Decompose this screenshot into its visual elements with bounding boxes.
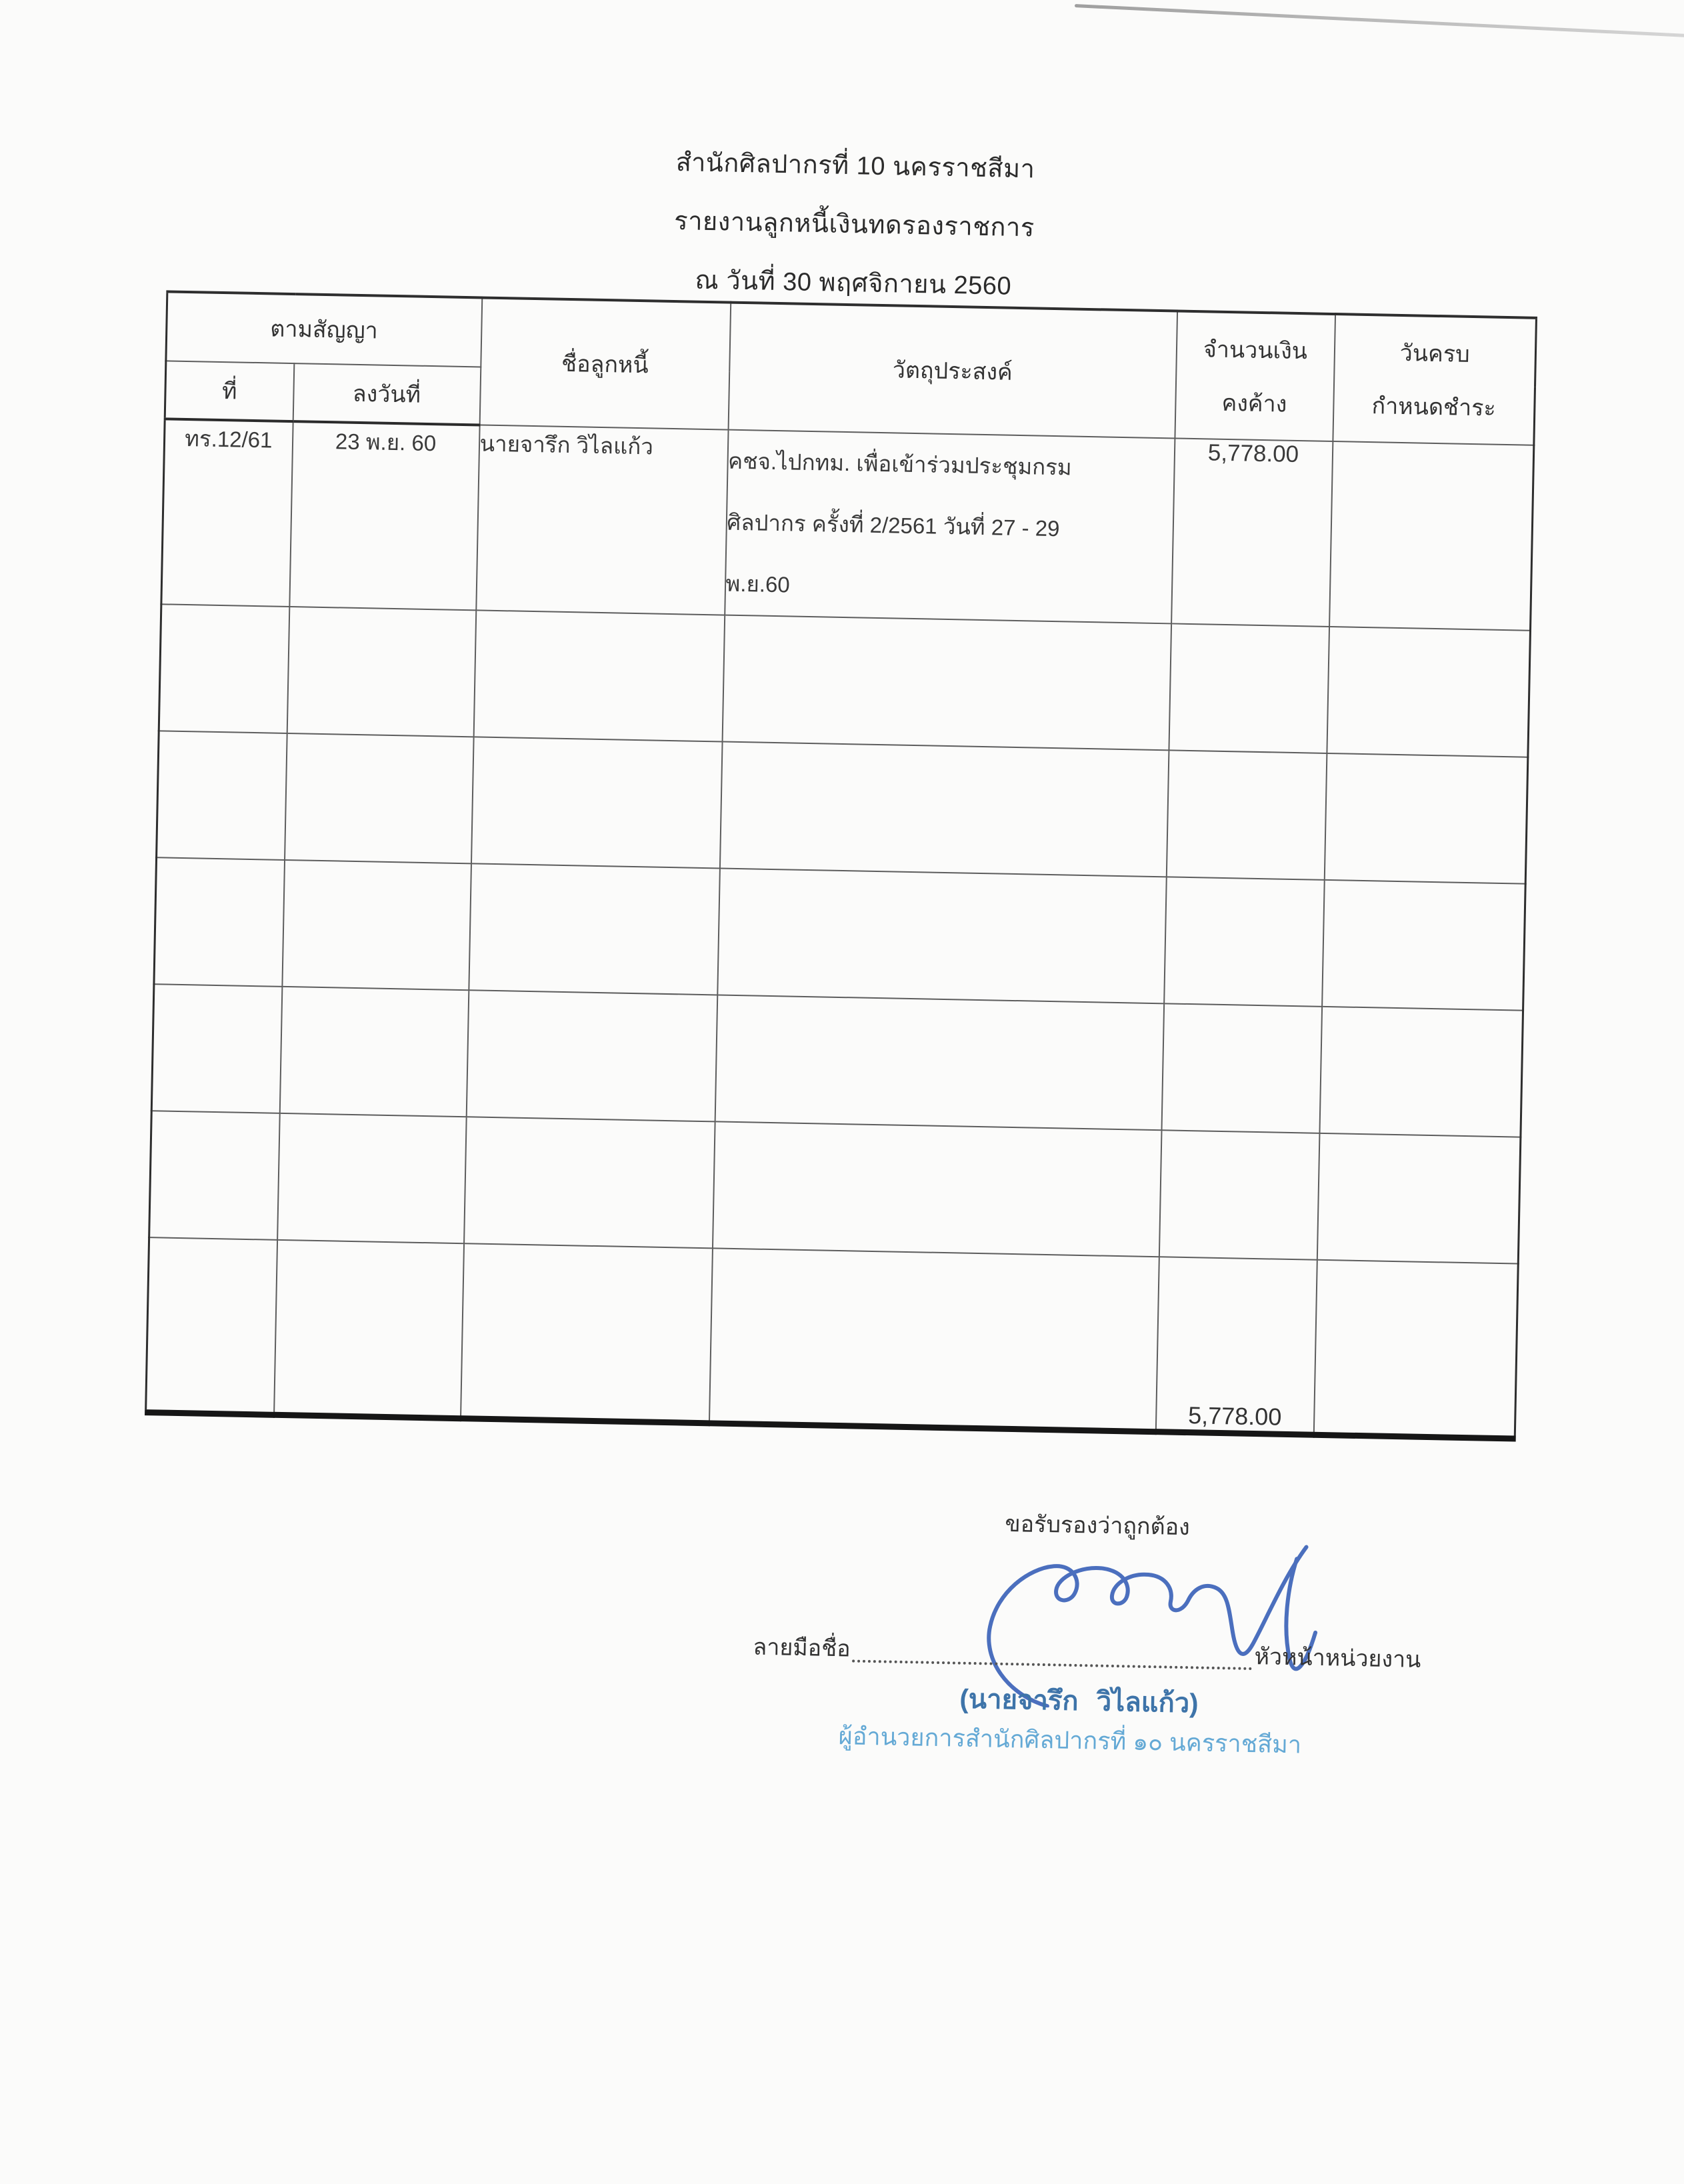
empty-cell [287, 607, 476, 737]
table-row [161, 419, 1534, 630]
empty-cell [157, 731, 287, 860]
empty-cell [1169, 623, 1329, 753]
empty-cell [715, 995, 1164, 1130]
empty-cell [146, 1237, 277, 1415]
empty-cell [471, 737, 722, 868]
empty-cell [709, 1248, 1159, 1431]
empty-cell [1313, 1260, 1518, 1439]
purpose-line: พ.ย.60 [725, 571, 791, 597]
empty-cell [461, 1243, 713, 1423]
empty-cell [285, 733, 474, 863]
empty-cell [151, 984, 282, 1113]
cell-due-date [1329, 441, 1534, 631]
debtors-table [145, 290, 1537, 1441]
report-date: ณ วันที่ 30 พฤศจิกายน 2560 [695, 266, 1012, 301]
empty-cell [1317, 1133, 1521, 1264]
empty-cell [154, 857, 285, 987]
table-header [165, 291, 1536, 445]
header-due-line2: กำหนดชำระ [1371, 393, 1497, 422]
header-contract-date: ลงวันที่ [293, 363, 481, 425]
cell-contract-no: ทร.12/61 [161, 419, 293, 607]
empty-cell [1324, 753, 1528, 884]
certify-text: ขอรับรองว่าถูกต้อง [1005, 1511, 1191, 1541]
header-contract-group: ตามสัญญา [166, 291, 482, 367]
table-empty-rows [149, 604, 1531, 1263]
cell-total-amount: 5,778.00 [1155, 1257, 1317, 1435]
report-name: รายงานลูกหนี้เงินทดรองราชการ [673, 207, 1035, 243]
sign-role: หัวหน้าหน่วยงาน [1254, 1644, 1421, 1673]
empty-cell [717, 868, 1167, 1003]
empty-cell [159, 604, 289, 733]
empty-cell [1166, 750, 1327, 880]
table-footer [146, 1237, 1519, 1438]
cell-purpose [725, 430, 1175, 624]
empty-cell [473, 610, 725, 741]
empty-cell [1327, 627, 1531, 757]
header-due-line1: วันครบ [1399, 340, 1470, 367]
cell-amount: 5,778.00 [1171, 438, 1333, 626]
header-due-date [1333, 314, 1537, 445]
empty-cell [719, 742, 1169, 877]
header-debtor-name: ชื่อลูกหนี้ [479, 297, 731, 429]
header-amount-line1: จำนวนเงิน [1203, 336, 1308, 364]
purpose-line: ศิลปากร ครั้งที่ 2/2561 วันที่ 27 - 29 [727, 509, 1060, 541]
header-contract-no: ที่ [165, 361, 294, 421]
header-purpose: วัตถุประสงค์ [728, 303, 1177, 439]
empty-cell [722, 615, 1171, 751]
report-title-block [519, 131, 1189, 319]
empty-cell [712, 1121, 1161, 1257]
empty-cell [282, 860, 471, 990]
header-amount [1175, 311, 1335, 441]
purpose-line: คชจ.ไปกทม. เพื่อเข้าร่วมประชุมกรม [727, 448, 1072, 480]
empty-cell [277, 1113, 467, 1243]
empty-cell [1159, 1130, 1319, 1260]
empty-cell [149, 1111, 280, 1240]
report-org-title: สำนักศิลปากรที่ 10 นครราชสีมา [675, 149, 1035, 184]
empty-cell [466, 990, 717, 1121]
signature-dotted-line [852, 1652, 1252, 1671]
empty-cell [469, 863, 720, 995]
empty-cell [274, 1240, 464, 1418]
empty-cell [1164, 877, 1325, 1007]
table-body [161, 419, 1534, 630]
empty-cell [464, 1117, 715, 1248]
header-amount-line2: คงค้าง [1221, 391, 1287, 417]
empty-cell [279, 987, 469, 1117]
total-row [146, 1237, 1519, 1438]
empty-cell [1161, 1003, 1322, 1133]
cell-contract-date: 23 พ.ย. 60 [289, 421, 479, 610]
sign-label: ลายมือชื่อ [753, 1634, 851, 1662]
signer-name: (นายจารึก วิไลแก้ว) [959, 1684, 1199, 1719]
empty-cell [1322, 880, 1526, 1011]
cell-debtor-name: นายจารึก วิไลแก้ว [476, 425, 728, 615]
signer-title: ผู้อำนวยการสำนักศิลปากรที่ ๑๐ นครราชสีมา [838, 1722, 1302, 1759]
empty-cell [1319, 1007, 1523, 1137]
